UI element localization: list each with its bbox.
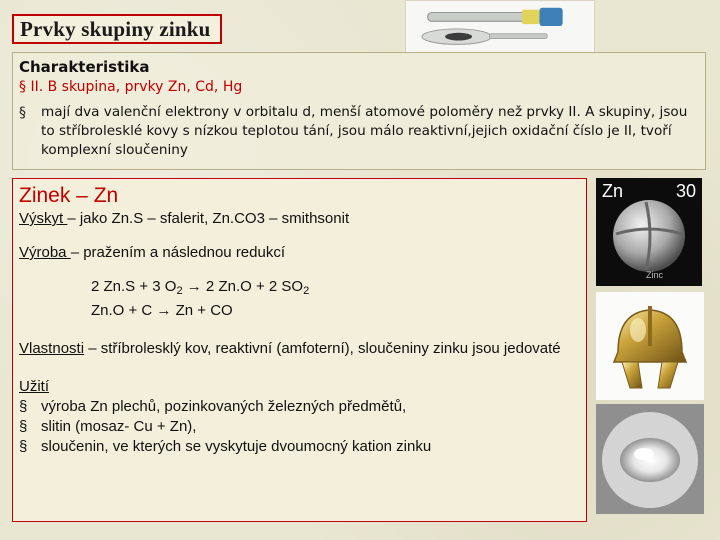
- list-item: § výroba Zn plechů, pozinkovaných železných předmětů,: [19, 398, 407, 415]
- properties-text: – stříbrolesklý kov, reaktivní (amfoterní), sloučeniny zinku jsou jedovaté: [84, 340, 561, 357]
- slide-title: Prvky skupiny zinku: [12, 14, 222, 44]
- occurrence-line: [19, 209, 580, 229]
- characteristics-line-2: mají dva valenční elektrony v orbitalu d, menší atomové poloměry než prvky II. A skupiny, jsou to stříbrolesklé kovy s nízkou teplotou tání, jsou málo reaktivní,jejich oxidační číslo je II, tvoří komplexní sloučeniny: [41, 104, 688, 158]
- zinc-title: Zinek – Zn: [19, 184, 119, 207]
- production-label: Výroba: [19, 244, 71, 261]
- bullet-icon: §: [19, 418, 28, 435]
- list-item: § sloučenin, ve kterých se vyskytuje dvoumocný kation zinku: [19, 438, 432, 455]
- bullet-icon: §: [19, 105, 26, 121]
- bullet-icon: §: [19, 79, 26, 95]
- properties-line: [19, 339, 580, 359]
- element-name: Zinc: [646, 270, 664, 280]
- brass-helmet-photo: [596, 292, 704, 400]
- zinc-panel: [12, 178, 587, 522]
- equation-2: Zn.O + C → Zn + CO: [91, 302, 233, 319]
- uses-list: [19, 397, 580, 457]
- uses-heading: Užití: [19, 378, 49, 395]
- bullet-icon: §: [19, 398, 28, 415]
- characteristics-paragraph: [19, 103, 699, 160]
- zinc-powder-photo: [596, 404, 704, 514]
- characteristics-line-1: II. B skupina, prvky Zn, Cd, Hg: [30, 79, 243, 95]
- element-symbol: Zn: [602, 181, 624, 201]
- production-line: [19, 243, 580, 263]
- properties-label: Vlastnosti: [19, 340, 85, 357]
- bullet-icon: §: [19, 438, 28, 455]
- zinc-sample-tube-photo: [405, 0, 595, 55]
- occurrence-label: Výskyt: [19, 210, 68, 227]
- list-item: § slitin (mosaz- Cu + Zn),: [19, 418, 197, 435]
- characteristics-heading: Charakteristika: [19, 58, 150, 76]
- production-text: – pražením a následnou redukcí: [70, 244, 286, 261]
- zinc-element-card-image: [596, 178, 702, 286]
- characteristics-panel: [12, 52, 706, 170]
- element-number: 30: [675, 181, 696, 201]
- equation-1: 2 Zn.S + 3 $O_2 \to 2$ Zn.O + 2 $SO_2$: [91, 278, 310, 297]
- occurrence-text: – jako Zn.S – sfalerit, Zn.CO3 – smithsonit: [67, 210, 350, 227]
- characteristics-group-line: [19, 77, 699, 97]
